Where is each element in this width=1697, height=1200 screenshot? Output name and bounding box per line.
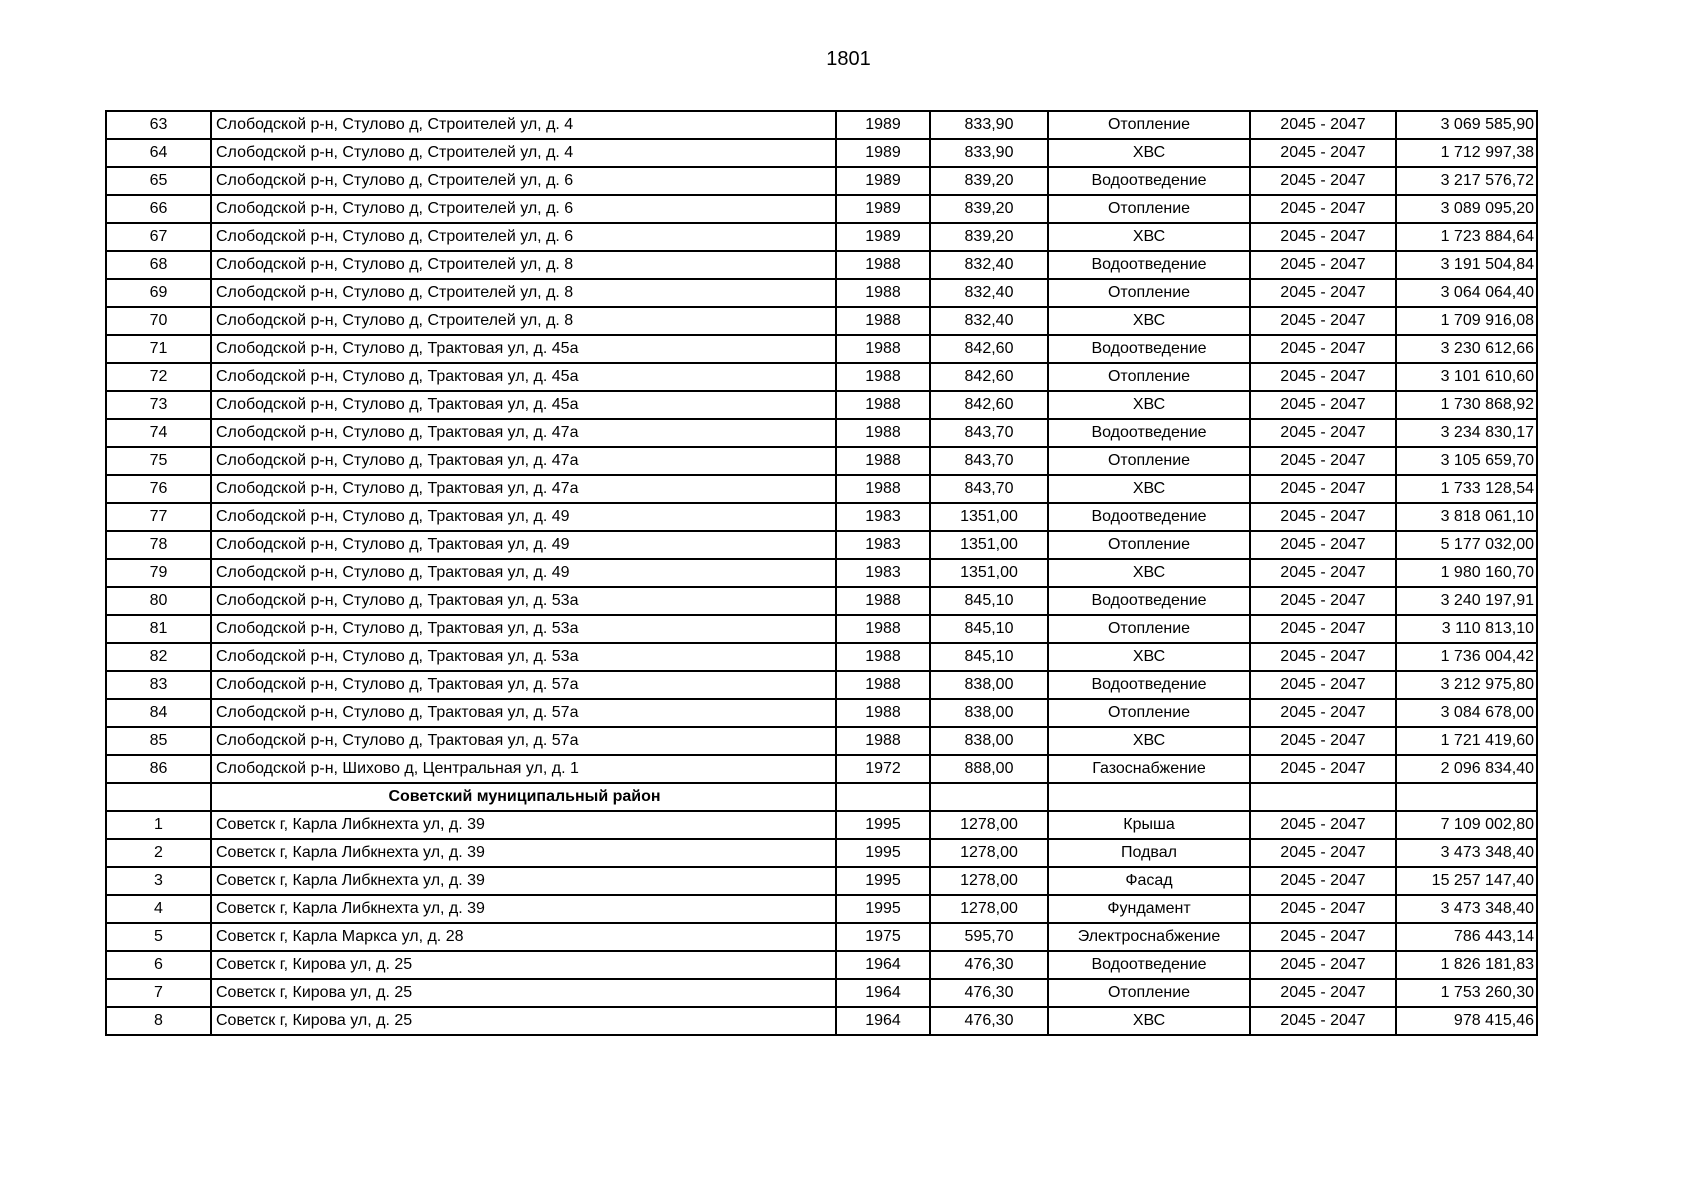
area-cell: 839,20 [930,167,1048,195]
address-cell: Слободской р-н, Шихово д, Центральная ул, д. 1 [211,755,836,783]
row-number-cell: 70 [106,307,211,335]
address-cell: Советск г, Карла Либкнехта ул, д. 39 [211,839,836,867]
table-row [106,951,1537,979]
row-number-cell: 82 [106,643,211,671]
period-cell: 2045 - 2047 [1250,531,1396,559]
period-cell: 2045 - 2047 [1250,419,1396,447]
build-year-cell: 1989 [836,111,930,139]
build-year-cell: 1988 [836,475,930,503]
work-type-cell: ХВС [1048,727,1250,755]
address-cell: Слободской р-н, Стулово д, Строителей ул, д. 6 [211,167,836,195]
work-type-cell: Водоотведение [1048,251,1250,279]
work-type-cell: Крыша [1048,811,1250,839]
row-number-cell: 74 [106,419,211,447]
build-year-cell: 1988 [836,251,930,279]
address-cell: Слободской р-н, Стулово д, Трактовая ул, д. 53а [211,615,836,643]
period-cell: 2045 - 2047 [1250,951,1396,979]
area-cell: 1351,00 [930,531,1048,559]
address-cell: Слободской р-н, Стулово д, Трактовая ул, д. 57а [211,671,836,699]
table-row [106,699,1537,727]
row-number-cell: 76 [106,475,211,503]
row-number-cell: 81 [106,615,211,643]
build-year-cell: 1983 [836,559,930,587]
period-cell: 2045 - 2047 [1250,335,1396,363]
area-cell: 843,70 [930,447,1048,475]
area-cell: 888,00 [930,755,1048,783]
period-cell: 2045 - 2047 [1250,615,1396,643]
table-row [106,671,1537,699]
work-type-cell: Отопление [1048,699,1250,727]
work-type-cell: Отопление [1048,363,1250,391]
build-year-cell: 1989 [836,195,930,223]
address-cell: Советск г, Кирова ул, д. 25 [211,979,836,1007]
address-cell: Слободской р-н, Стулово д, Трактовая ул, д. 49 [211,559,836,587]
area-cell: 845,10 [930,615,1048,643]
period-cell: 2045 - 2047 [1250,475,1396,503]
table-row [106,111,1537,139]
table-row [106,307,1537,335]
table-row [106,419,1537,447]
table-row [106,587,1537,615]
work-type-cell: ХВС [1048,139,1250,167]
work-type-cell: ХВС [1048,643,1250,671]
row-number-cell: 71 [106,335,211,363]
cost-cell: 1 826 181,83 [1396,951,1537,979]
cost-cell: 1 712 997,38 [1396,139,1537,167]
page-number: 1801 [826,48,871,70]
row-number-cell: 67 [106,223,211,251]
cost-cell: 786 443,14 [1396,923,1537,951]
area-cell: 842,60 [930,363,1048,391]
build-year-cell: 1995 [836,867,930,895]
table-row [106,251,1537,279]
period-cell: 2045 - 2047 [1250,839,1396,867]
table-row [106,811,1537,839]
work-type-cell: Отопление [1048,195,1250,223]
area-cell: 476,30 [930,979,1048,1007]
table-row [106,279,1537,307]
cost-cell: 3 064 064,40 [1396,279,1537,307]
work-type-cell: Отопление [1048,447,1250,475]
area-cell: 839,20 [930,195,1048,223]
address-cell: Слободской р-н, Стулово д, Строителей ул, д. 8 [211,251,836,279]
table-row [106,503,1537,531]
period-cell: 2045 - 2047 [1250,391,1396,419]
row-number-cell: 64 [106,139,211,167]
period-cell: 2045 - 2047 [1250,727,1396,755]
area-cell: 1278,00 [930,811,1048,839]
row-number-cell: 80 [106,587,211,615]
table-row [106,755,1537,783]
work-type-cell: Отопление [1048,615,1250,643]
row-number-cell: 72 [106,363,211,391]
address-cell: Слободской р-н, Стулово д, Трактовая ул, д. 57а [211,699,836,727]
section-header-row [106,783,1537,811]
section-title: Советский муниципальный район [211,783,836,811]
cost-cell: 3 084 678,00 [1396,699,1537,727]
work-type-cell: ХВС [1048,391,1250,419]
period-cell: 2045 - 2047 [1250,503,1396,531]
table-row [106,867,1537,895]
cost-cell: 1 753 260,30 [1396,979,1537,1007]
period-cell: 2045 - 2047 [1250,587,1396,615]
work-type-cell: Отопление [1048,531,1250,559]
cost-cell: 2 096 834,40 [1396,755,1537,783]
table-row [106,839,1537,867]
period-cell: 2045 - 2047 [1250,195,1396,223]
build-year-cell: 1988 [836,335,930,363]
work-type-cell: ХВС [1048,475,1250,503]
period-cell: 2045 - 2047 [1250,671,1396,699]
table-row [106,727,1537,755]
period-cell: 2045 - 2047 [1250,111,1396,139]
cost-cell: 1 721 419,60 [1396,727,1537,755]
area-cell: 842,60 [930,335,1048,363]
period-cell: 2045 - 2047 [1250,251,1396,279]
build-year-cell: 1989 [836,223,930,251]
table-row [106,615,1537,643]
work-type-cell: Водоотведение [1048,587,1250,615]
address-cell: Слободской р-н, Стулово д, Трактовая ул, д. 45а [211,363,836,391]
cost-cell: 3 110 813,10 [1396,615,1537,643]
row-number-cell: 77 [106,503,211,531]
cost-cell: 1 980 160,70 [1396,559,1537,587]
period-cell: 2045 - 2047 [1250,979,1396,1007]
work-type-cell: ХВС [1048,223,1250,251]
cost-cell: 3 217 576,72 [1396,167,1537,195]
row-number-cell: 84 [106,699,211,727]
address-cell: Советск г, Кирова ул, д. 25 [211,951,836,979]
work-type-cell: ХВС [1048,559,1250,587]
row-number-cell: 8 [106,1007,211,1035]
area-cell: 833,90 [930,139,1048,167]
cost-cell: 3 230 612,66 [1396,335,1537,363]
cost-cell: 3 105 659,70 [1396,447,1537,475]
area-cell: 838,00 [930,671,1048,699]
build-year-cell: 1964 [836,1007,930,1035]
cost-cell: 3 212 975,80 [1396,671,1537,699]
work-type-cell: Отопление [1048,979,1250,1007]
area-cell: 833,90 [930,111,1048,139]
address-cell: Советск г, Кирова ул, д. 25 [211,1007,836,1035]
period-cell: 2045 - 2047 [1250,867,1396,895]
cost-cell: 1 736 004,42 [1396,643,1537,671]
table-row [106,559,1537,587]
period-cell: 2045 - 2047 [1250,447,1396,475]
table-row [106,223,1537,251]
cost-cell: 7 109 002,80 [1396,811,1537,839]
period-cell: 2045 - 2047 [1250,699,1396,727]
address-cell: Слободской р-н, Стулово д, Трактовая ул, д. 57а [211,727,836,755]
work-type-cell: Водоотведение [1048,671,1250,699]
area-cell: 845,10 [930,587,1048,615]
work-type-cell: ХВС [1048,1007,1250,1035]
period-cell: 2045 - 2047 [1250,923,1396,951]
address-cell: Слободской р-н, Стулово д, Трактовая ул, д. 49 [211,531,836,559]
build-year-cell: 1989 [836,167,930,195]
work-type-cell: Фасад [1048,867,1250,895]
work-type-cell: Водоотведение [1048,335,1250,363]
area-cell: 832,40 [930,307,1048,335]
row-number-cell: 66 [106,195,211,223]
work-type-cell: ХВС [1048,307,1250,335]
build-year-cell: 1983 [836,531,930,559]
row-number-cell: 75 [106,447,211,475]
address-cell: Советск г, Карла Либкнехта ул, д. 39 [211,867,836,895]
build-year-cell: 1988 [836,447,930,475]
address-cell: Слободской р-н, Стулово д, Трактовая ул, д. 47а [211,419,836,447]
row-number-cell: 63 [106,111,211,139]
table-row [106,447,1537,475]
build-year-cell: 1988 [836,699,930,727]
address-cell: Советск г, Карла Либкнехта ул, д. 39 [211,811,836,839]
table-body [106,111,1537,1035]
address-cell: Слободской р-н, Стулово д, Трактовая ул, д. 45а [211,335,836,363]
row-number-cell: 2 [106,839,211,867]
area-cell: 1278,00 [930,867,1048,895]
area-cell: 839,20 [930,223,1048,251]
row-number-cell: 3 [106,867,211,895]
area-cell: 1351,00 [930,559,1048,587]
area-cell: 595,70 [930,923,1048,951]
cost-cell: 3 818 061,10 [1396,503,1537,531]
address-cell: Слободской р-н, Стулово д, Трактовая ул, д. 45а [211,391,836,419]
work-type-cell: Водоотведение [1048,167,1250,195]
address-cell: Слободской р-н, Стулово д, Строителей ул, д. 6 [211,223,836,251]
table-row [106,139,1537,167]
build-year-cell: 1988 [836,615,930,643]
cost-cell: 978 415,46 [1396,1007,1537,1035]
cost-cell: 5 177 032,00 [1396,531,1537,559]
row-number-cell: 65 [106,167,211,195]
build-year-cell: 1995 [836,839,930,867]
address-cell: Слободской р-н, Стулово д, Трактовая ул, д. 49 [211,503,836,531]
table-row [106,1007,1537,1035]
build-year-cell: 1988 [836,391,930,419]
row-number-cell: 7 [106,979,211,1007]
build-year-cell: 1988 [836,363,930,391]
area-cell: 843,70 [930,475,1048,503]
empty-cell [1048,783,1250,811]
area-cell: 832,40 [930,251,1048,279]
cost-cell: 3 101 610,60 [1396,363,1537,391]
table-row [106,531,1537,559]
work-type-cell: Отопление [1048,111,1250,139]
build-year-cell: 1988 [836,307,930,335]
row-number-cell: 4 [106,895,211,923]
empty-cell [1396,783,1537,811]
registry-table [105,110,1538,1036]
row-number-cell: 5 [106,923,211,951]
table-row [106,643,1537,671]
cost-cell: 3 473 348,40 [1396,895,1537,923]
empty-cell [1250,783,1396,811]
address-cell: Слободской р-н, Стулово д, Трактовая ул, д. 47а [211,447,836,475]
row-number-cell: 78 [106,531,211,559]
cost-cell: 3 191 504,84 [1396,251,1537,279]
build-year-cell: 1988 [836,671,930,699]
work-type-cell: Газоснабжение [1048,755,1250,783]
build-year-cell: 1975 [836,923,930,951]
cost-cell: 15 257 147,40 [1396,867,1537,895]
row-number-cell: 1 [106,811,211,839]
address-cell: Слободской р-н, Стулово д, Трактовая ул, д. 47а [211,475,836,503]
period-cell: 2045 - 2047 [1250,643,1396,671]
row-number-cell: 69 [106,279,211,307]
row-number-cell: 68 [106,251,211,279]
area-cell: 832,40 [930,279,1048,307]
address-cell: Советск г, Карла Либкнехта ул, д. 39 [211,895,836,923]
empty-cell [930,783,1048,811]
area-cell: 1351,00 [930,503,1048,531]
cost-cell: 1 709 916,08 [1396,307,1537,335]
build-year-cell: 1988 [836,727,930,755]
cost-cell: 1 730 868,92 [1396,391,1537,419]
period-cell: 2045 - 2047 [1250,755,1396,783]
table-row [106,895,1537,923]
period-cell: 2045 - 2047 [1250,811,1396,839]
empty-cell [836,783,930,811]
period-cell: 2045 - 2047 [1250,895,1396,923]
period-cell: 2045 - 2047 [1250,167,1396,195]
table-row [106,923,1537,951]
period-cell: 2045 - 2047 [1250,223,1396,251]
table-row [106,979,1537,1007]
area-cell: 838,00 [930,727,1048,755]
table-row [106,195,1537,223]
build-year-cell: 1995 [836,895,930,923]
table-row [106,335,1537,363]
area-cell: 845,10 [930,643,1048,671]
row-number-cell: 86 [106,755,211,783]
cost-cell: 3 089 095,20 [1396,195,1537,223]
table-row [106,475,1537,503]
area-cell: 1278,00 [930,895,1048,923]
table-row [106,167,1537,195]
area-cell: 1278,00 [930,839,1048,867]
period-cell: 2045 - 2047 [1250,307,1396,335]
build-year-cell: 1964 [836,951,930,979]
work-type-cell: Фундамент [1048,895,1250,923]
address-cell: Слободской р-н, Стулово д, Строителей ул, д. 6 [211,195,836,223]
table-row [106,363,1537,391]
work-type-cell: Водоотведение [1048,419,1250,447]
work-type-cell: Подвал [1048,839,1250,867]
build-year-cell: 1988 [836,279,930,307]
row-number-cell: 73 [106,391,211,419]
area-cell: 842,60 [930,391,1048,419]
cost-cell: 1 723 884,64 [1396,223,1537,251]
row-number-cell: 79 [106,559,211,587]
build-year-cell: 1989 [836,139,930,167]
cost-cell: 1 733 128,54 [1396,475,1537,503]
period-cell: 2045 - 2047 [1250,139,1396,167]
address-cell: Слободской р-н, Стулово д, Строителей ул, д. 8 [211,307,836,335]
table-row [106,391,1537,419]
build-year-cell: 1988 [836,419,930,447]
build-year-cell: 1995 [836,811,930,839]
work-type-cell: Электроснабжение [1048,923,1250,951]
work-type-cell: Водоотведение [1048,951,1250,979]
cost-cell: 3 473 348,40 [1396,839,1537,867]
build-year-cell: 1988 [836,643,930,671]
row-number-cell: 85 [106,727,211,755]
address-cell: Слободской р-н, Стулово д, Строителей ул, д. 4 [211,139,836,167]
work-type-cell: Отопление [1048,279,1250,307]
address-cell: Слободской р-н, Стулово д, Строителей ул, д. 8 [211,279,836,307]
address-cell: Слободской р-н, Стулово д, Строителей ул, д. 4 [211,111,836,139]
build-year-cell: 1964 [836,979,930,1007]
empty-cell [106,783,211,811]
build-year-cell: 1983 [836,503,930,531]
row-number-cell: 83 [106,671,211,699]
area-cell: 838,00 [930,699,1048,727]
period-cell: 2045 - 2047 [1250,1007,1396,1035]
cost-cell: 3 234 830,17 [1396,419,1537,447]
area-cell: 476,30 [930,1007,1048,1035]
build-year-cell: 1972 [836,755,930,783]
period-cell: 2045 - 2047 [1250,559,1396,587]
row-number-cell: 6 [106,951,211,979]
cost-cell: 3 240 197,91 [1396,587,1537,615]
cost-cell: 3 069 585,90 [1396,111,1537,139]
work-type-cell: Водоотведение [1048,503,1250,531]
address-cell: Слободской р-н, Стулово д, Трактовая ул, д. 53а [211,643,836,671]
address-cell: Советск г, Карла Маркса ул, д. 28 [211,923,836,951]
address-cell: Слободской р-н, Стулово д, Трактовая ул, д. 53а [211,587,836,615]
period-cell: 2045 - 2047 [1250,363,1396,391]
area-cell: 476,30 [930,951,1048,979]
area-cell: 843,70 [930,419,1048,447]
period-cell: 2045 - 2047 [1250,279,1396,307]
build-year-cell: 1988 [836,587,930,615]
